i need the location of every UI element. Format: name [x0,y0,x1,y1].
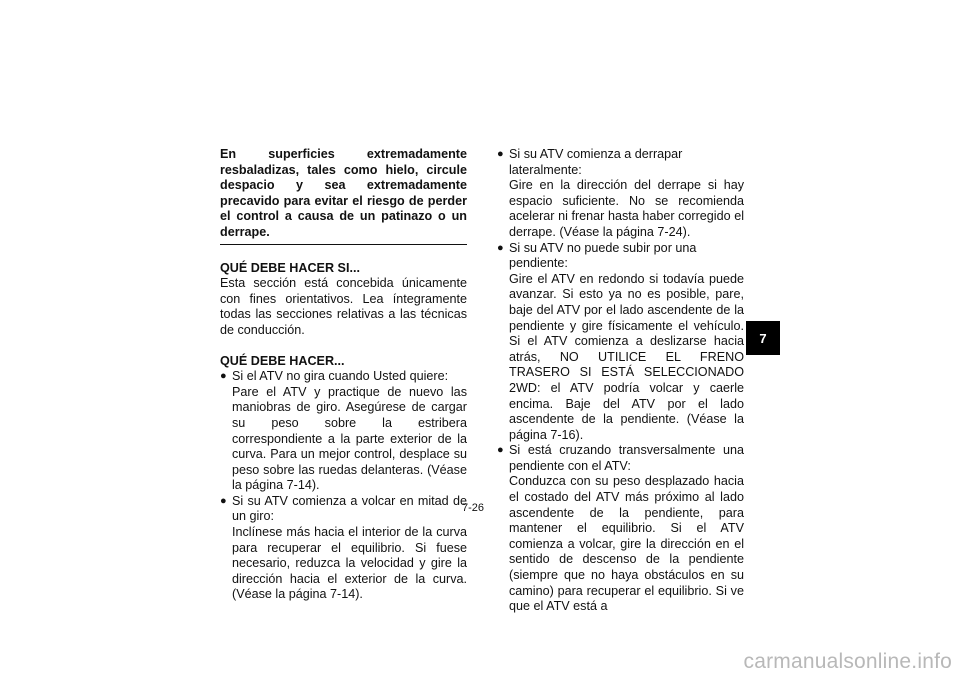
intro-paragraph: Esta sección está concebida únicamente con fines orientativos. Lea íntegramente todas las secciones relativas a las técnicas de conducción. [220,276,467,337]
bullet-item [497,241,744,444]
bullet-body: Gire en la dirección del derrape si hay espacio suficiente. No se recomienda acelerar ni frenar hasta haber corregido el derrape. (Véase la página 7-24). [509,178,744,239]
bullet-title: Si su ATV comienza a derrapar lateralmente: [509,147,683,177]
bullet-title: Si su ATV comienza a volcar en mitad de un giro: [232,493,467,524]
section-heading-hacer: QUÉ DEBE HACER... [220,353,345,368]
bullet-body: Inclínese más hacia el interior de la curva para recuperar el equilibrio. Si fuese necesario, reduzca la velocidad y gire la dirección hacia el exterior de la curva. (Véase la página 7-14). [232,525,467,602]
bullet-item [220,494,467,603]
bullet-icon: ● [497,148,504,160]
warning-divider [220,244,467,245]
bullet-body: Gire el ATV en redondo si todavía puede avanzar. Si esto ya no es posible, pare, baje del ATV por el lado ascendente de la pendiente y gire físicamente el vehículo. Si el ATV comienza a deslizarse hacia atrás, NO UTILICE EL FRENO TRASERO SI ESTÁ SELECCIONADO 2WD: el ATV podría volcar y caerle encima. Baje del ATV por el lado ascendente de la pendiente. (Véase la página 7-16). [509,271,744,442]
bullet-icon: ● [497,241,504,254]
bullet-title: Si el ATV no gira cuando Usted quiere: [232,369,449,384]
bullet-icon: ● [497,444,504,457]
right-column [497,147,744,615]
bullet-item [220,369,467,494]
bullet-body: Pare el ATV y practique de nuevo las maniobras de giro. Asegúrese de cargar su peso sobre la estribera correspondiente a la parte exterior de la curva. Para un mejor control, desplace su peso sobre las ruedas delanteras. (Véase la página 7-14). [232,384,467,493]
bullet-item [497,443,744,615]
bullet-title: Si está cruzando transversalmente una pendiente con el ATV: [509,443,744,473]
watermark: carmanualsonline.info [743,650,952,673]
chapter-tab: 7 [746,321,780,355]
warning-text: En superficies extremadamente resbaladizas, tales como hielo, circule despacio y sea extremadamente precavido para evitar el riesgo de perder el control a causa de un patinazo o un derrape. [220,147,467,239]
bullet-title: Si su ATV no puede subir por una pendiente: [509,240,697,271]
bullet-icon: ● [220,494,227,507]
bullet-item [497,147,744,241]
page-number: 7-26 [462,502,485,514]
section-heading-si: QUÉ DEBE HACER SI... [220,260,360,275]
bullet-icon: ● [220,370,227,383]
bullet-body: Conduzca con su peso desplazado hacia el costado del ATV más próximo al lado ascendente de la pendiente, para mantener el equilibrio. Si el ATV comienza a volcar, gire la dirección en el sentido de descenso de la pendiente (siempre que no haya obstáculos en su camino) para recuperar el equilibrio. Si ve que el ATV está a [509,474,744,614]
left-column [220,147,467,603]
